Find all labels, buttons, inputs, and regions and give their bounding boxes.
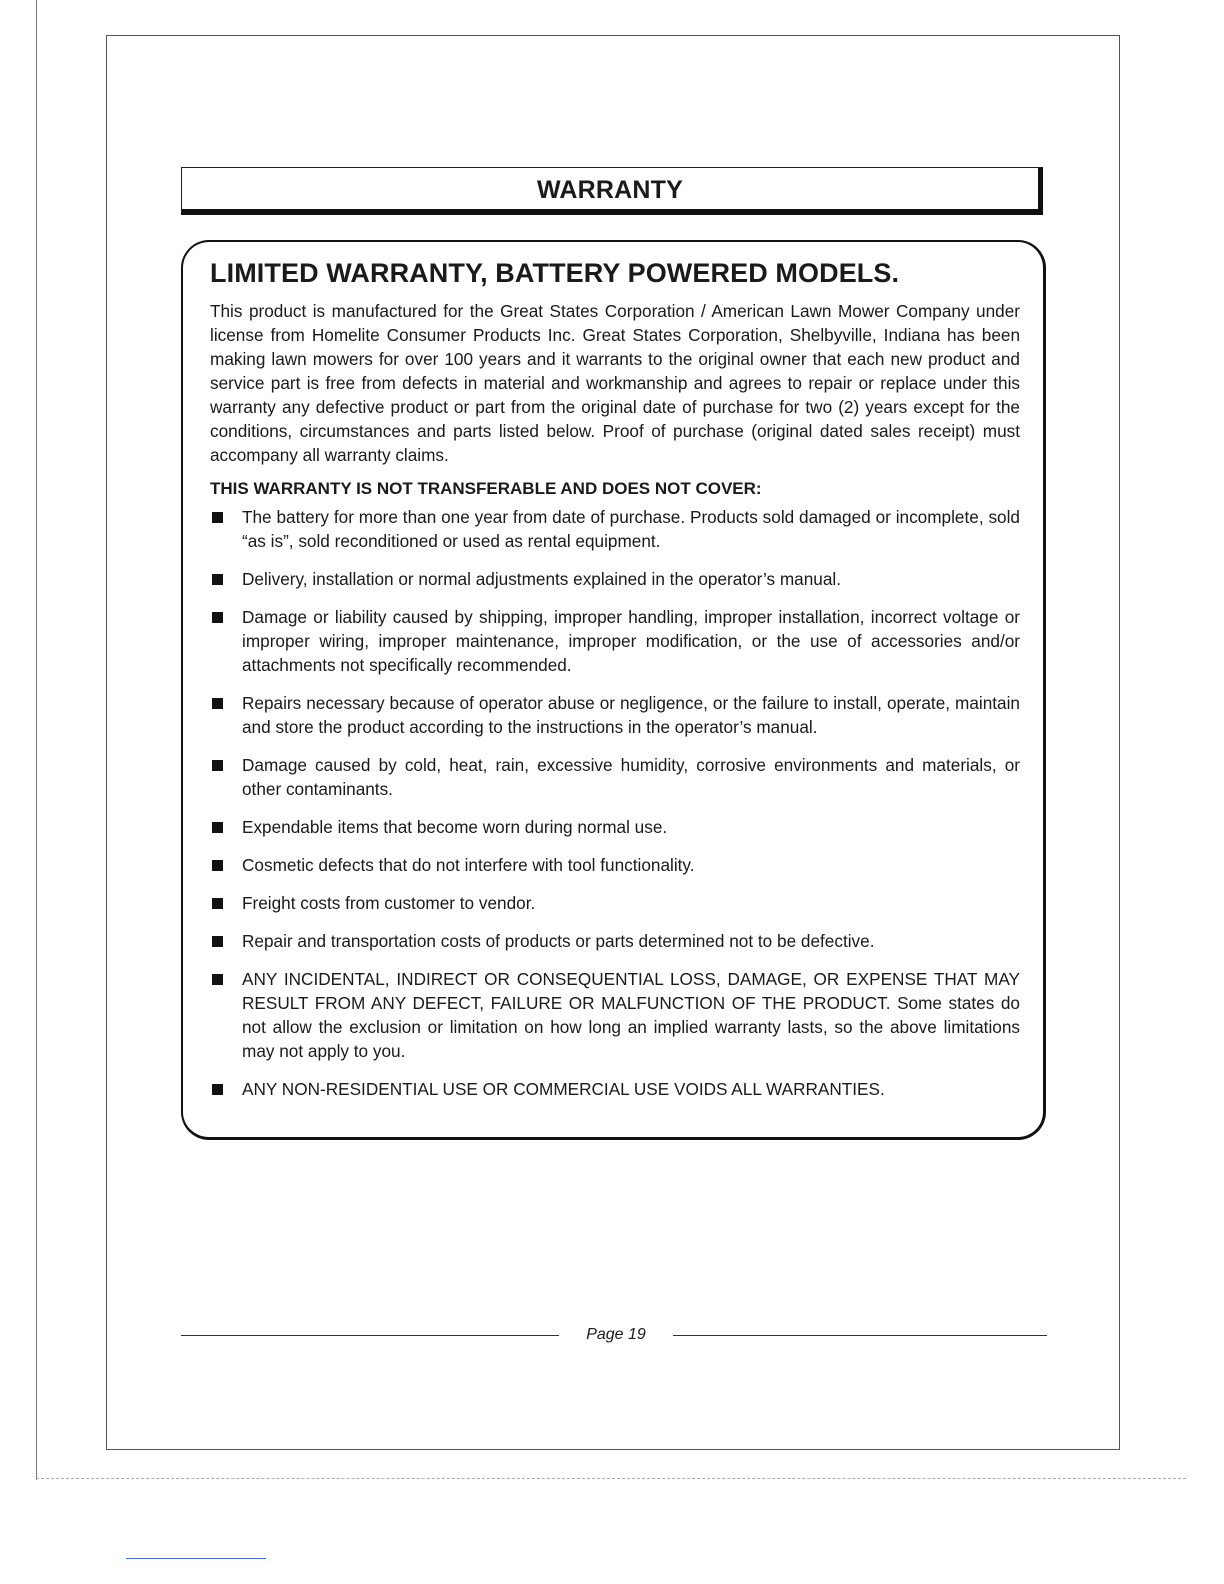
exclusion-item: Repair and transportation costs of products or parts determined not to be defective. [210, 929, 1020, 953]
exclusion-item: Expendable items that become worn during normal use. [210, 815, 1020, 839]
exclusions-list [210, 505, 1020, 1101]
footer-rule-left [181, 1335, 559, 1336]
warranty-intro: This product is manufactured for the Great States Corporation / American Lawn Mower Company under license from Homelite Consumer Products Inc. Great States Corporation, Shelbyville, Indiana has been making lawn mowers for over 100 years and it warrants to the original owner that each new product and service part is free from defects in material and workmanship and agrees to repair or replace under this warranty any defective product or part from the original date of purchase for two (2) years except for the conditions, circumstances and parts listed below. Proof of purchase (original dated sales receipt) must accompany all warranty claims. [210, 301, 1020, 465]
exclusion-item: Damage or liability caused by shipping, improper handling, improper installation, incorrect voltage or improper wiring, improper maintenance, improper modification, or the use of accessories and/or attachments not specifically recommended. [210, 605, 1020, 677]
exclusion-item: Freight costs from customer to vendor. [210, 891, 1020, 915]
section-title: WARRANTY [536, 176, 684, 204]
warranty-title: LIMITED WARRANTY, BATTERY POWERED MODELS. [210, 258, 900, 288]
exclusion-item: Delivery, installation or normal adjustments explained in the operator’s manual. [210, 567, 1020, 591]
exclusion-item: ANY INCIDENTAL, INDIRECT OR CONSEQUENTIAL LOSS, DAMAGE, OR EXPENSE THAT MAY RESULT FROM ANY DEFECT, FAILURE OR MALFUNCTION OF THE PRODUCT. Some states do not allow the exclusion or limitation on how long an implied warranty lasts, so the above limitations may not apply to you. [210, 967, 1020, 1063]
exclusion-item: Repairs necessary because of operator abuse or negligence, or the failure to install, operate, maintain and store the product according to the instructions in the operator’s manual. [210, 691, 1020, 739]
exclusion-item: Damage caused by cold, heat, rain, excessive humidity, corrosive environments and materials, or other contaminants. [210, 753, 1020, 801]
section-header [181, 167, 1043, 215]
exclusion-item: ANY NON-RESIDENTIAL USE OR COMMERCIAL USE VOIDS ALL WARRANTIES. [210, 1077, 1020, 1101]
page-number: Page 19 [586, 1326, 646, 1343]
exclusions-heading: THIS WARRANTY IS NOT TRANSFERABLE AND DOES NOT COVER: [210, 479, 762, 498]
scan-edge-bottom [36, 1478, 1186, 1479]
page-footer [181, 1324, 1047, 1346]
scan-mark [126, 1558, 266, 1559]
warranty-content [210, 258, 1020, 1115]
exclusion-item: Cosmetic defects that do not interfere with tool functionality. [210, 853, 1020, 877]
footer-rule-right [673, 1335, 1047, 1336]
scan-edge-left [36, 0, 37, 1480]
warranty-box [181, 240, 1046, 1140]
exclusion-item: The battery for more than one year from date of purchase. Products sold damaged or incomplete, sold “as is”, sold reconditioned or used as rental equipment. [210, 505, 1020, 553]
